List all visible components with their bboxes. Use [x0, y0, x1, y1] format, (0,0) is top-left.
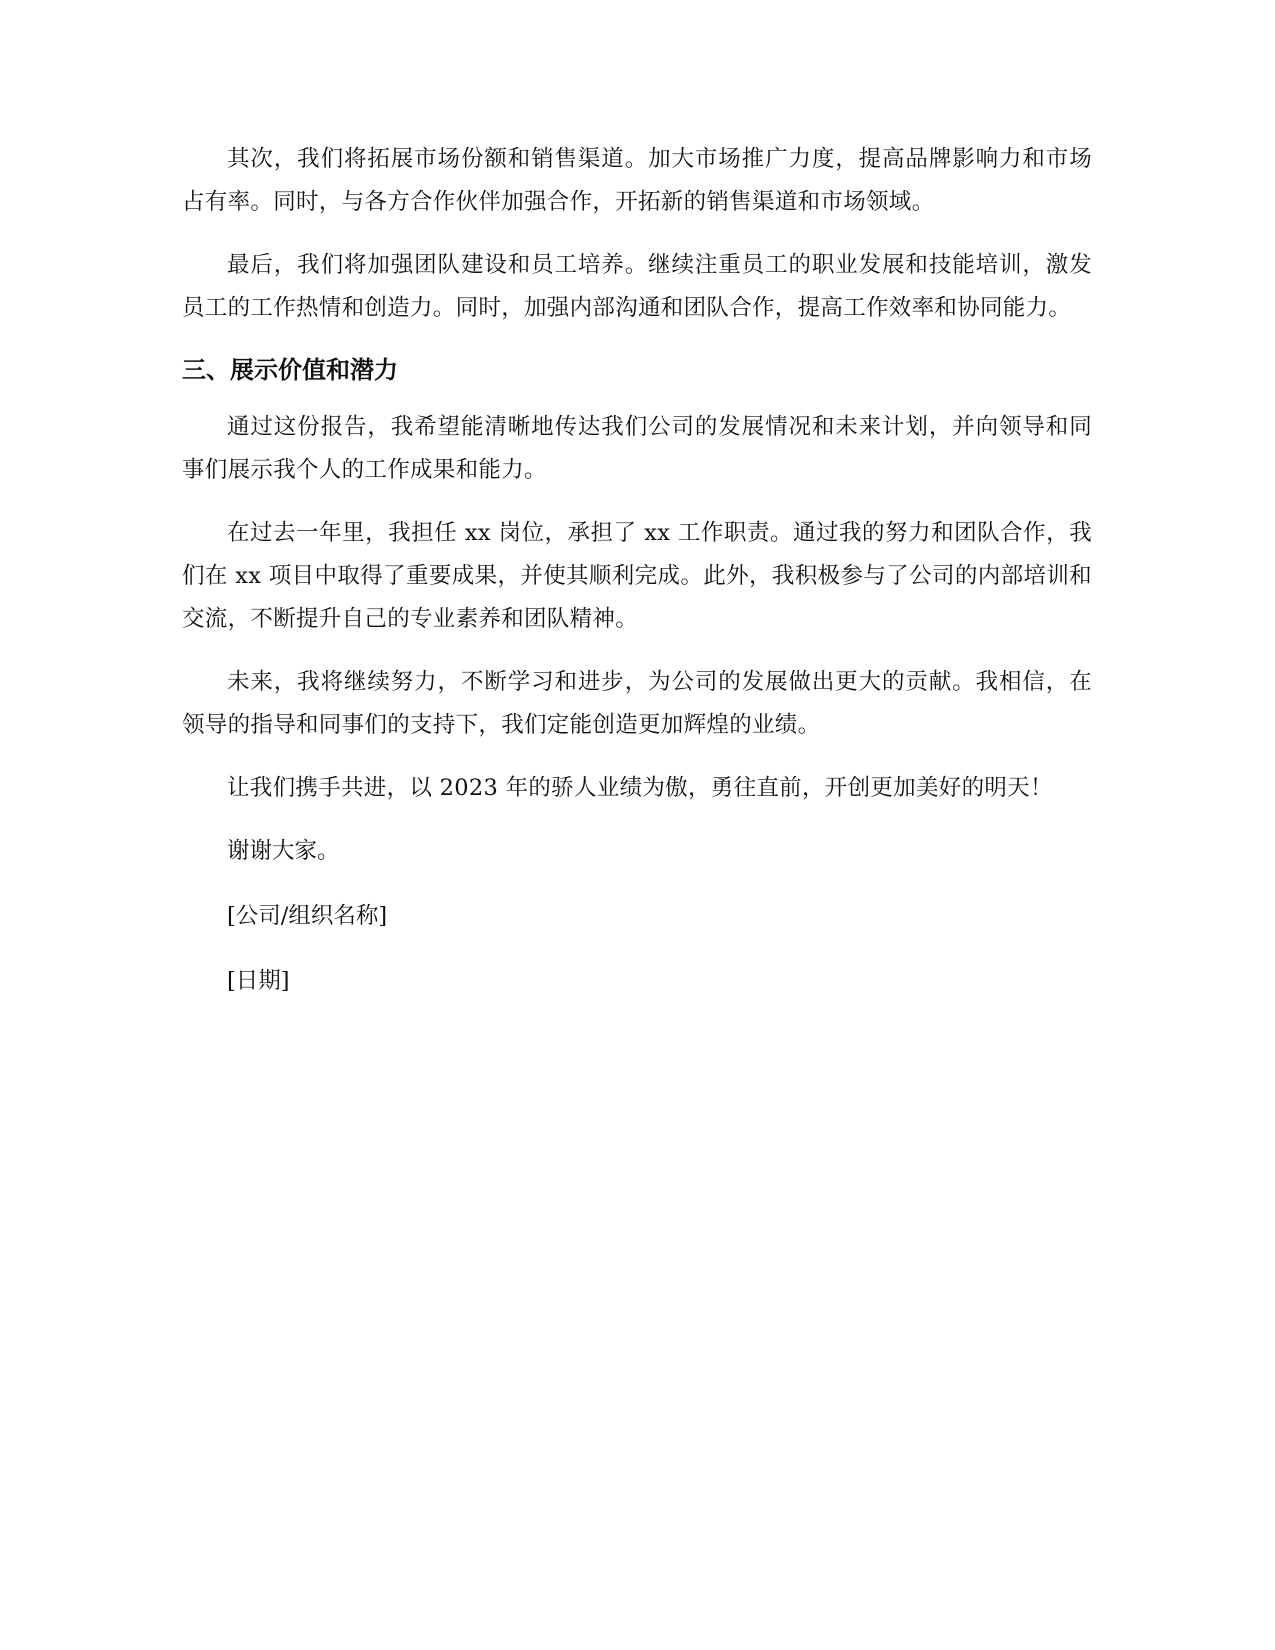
paragraph-market-expansion: 其次，我们将拓展市场份额和销售渠道。加大市场推广力度，提高品牌影响力和市场占有率。同时，与各方合作伙伴加强合作，开拓新的销售渠道和市场领域。: [182, 146, 1092, 215]
section-heading: 三、展示价值和潜力: [182, 356, 398, 384]
document-page: [182, 138, 1092, 1025]
paragraph-report-purpose: 通过这份报告，我希望能清晰地传达我们公司的发展情况和未来计划，并向领导和同事们展示我个人的工作成果和能力。: [182, 414, 1092, 483]
paragraph-team-building: 最后，我们将加强团队建设和员工培养。继续注重员工的职业发展和技能培训，激发员工的工作热情和创造力。同时，加强内部沟通和团队合作，提高工作效率和协同能力。: [182, 252, 1092, 321]
closing-thanks: 谢谢大家。: [227, 838, 340, 864]
paragraph-future: 未来，我将继续努力，不断学习和进步，为公司的发展做出更大的贡献。我相信，在领导的指导和同事们的支持下，我们定能创造更加辉煌的业绩。: [182, 669, 1092, 738]
closing-organization: [公司/组织名称]: [227, 903, 388, 929]
paragraph-past-year: 在过去一年里，我担任 xx 岗位，承担了 xx 工作职责。通过我的努力和团队合作，我们在 xx 项目中取得了重要成果，并使其顺利完成。此外，我积极参与了公司的内部培训和交流，不断提升自己的专业素养和团队精神。: [182, 520, 1092, 632]
paragraph-call-to-action: 让我们携手共进，以 2023 年的骄人业绩为傲，勇往直前，开创更加美好的明天！: [227, 775, 1053, 801]
closing-date: [日期]: [227, 968, 290, 994]
